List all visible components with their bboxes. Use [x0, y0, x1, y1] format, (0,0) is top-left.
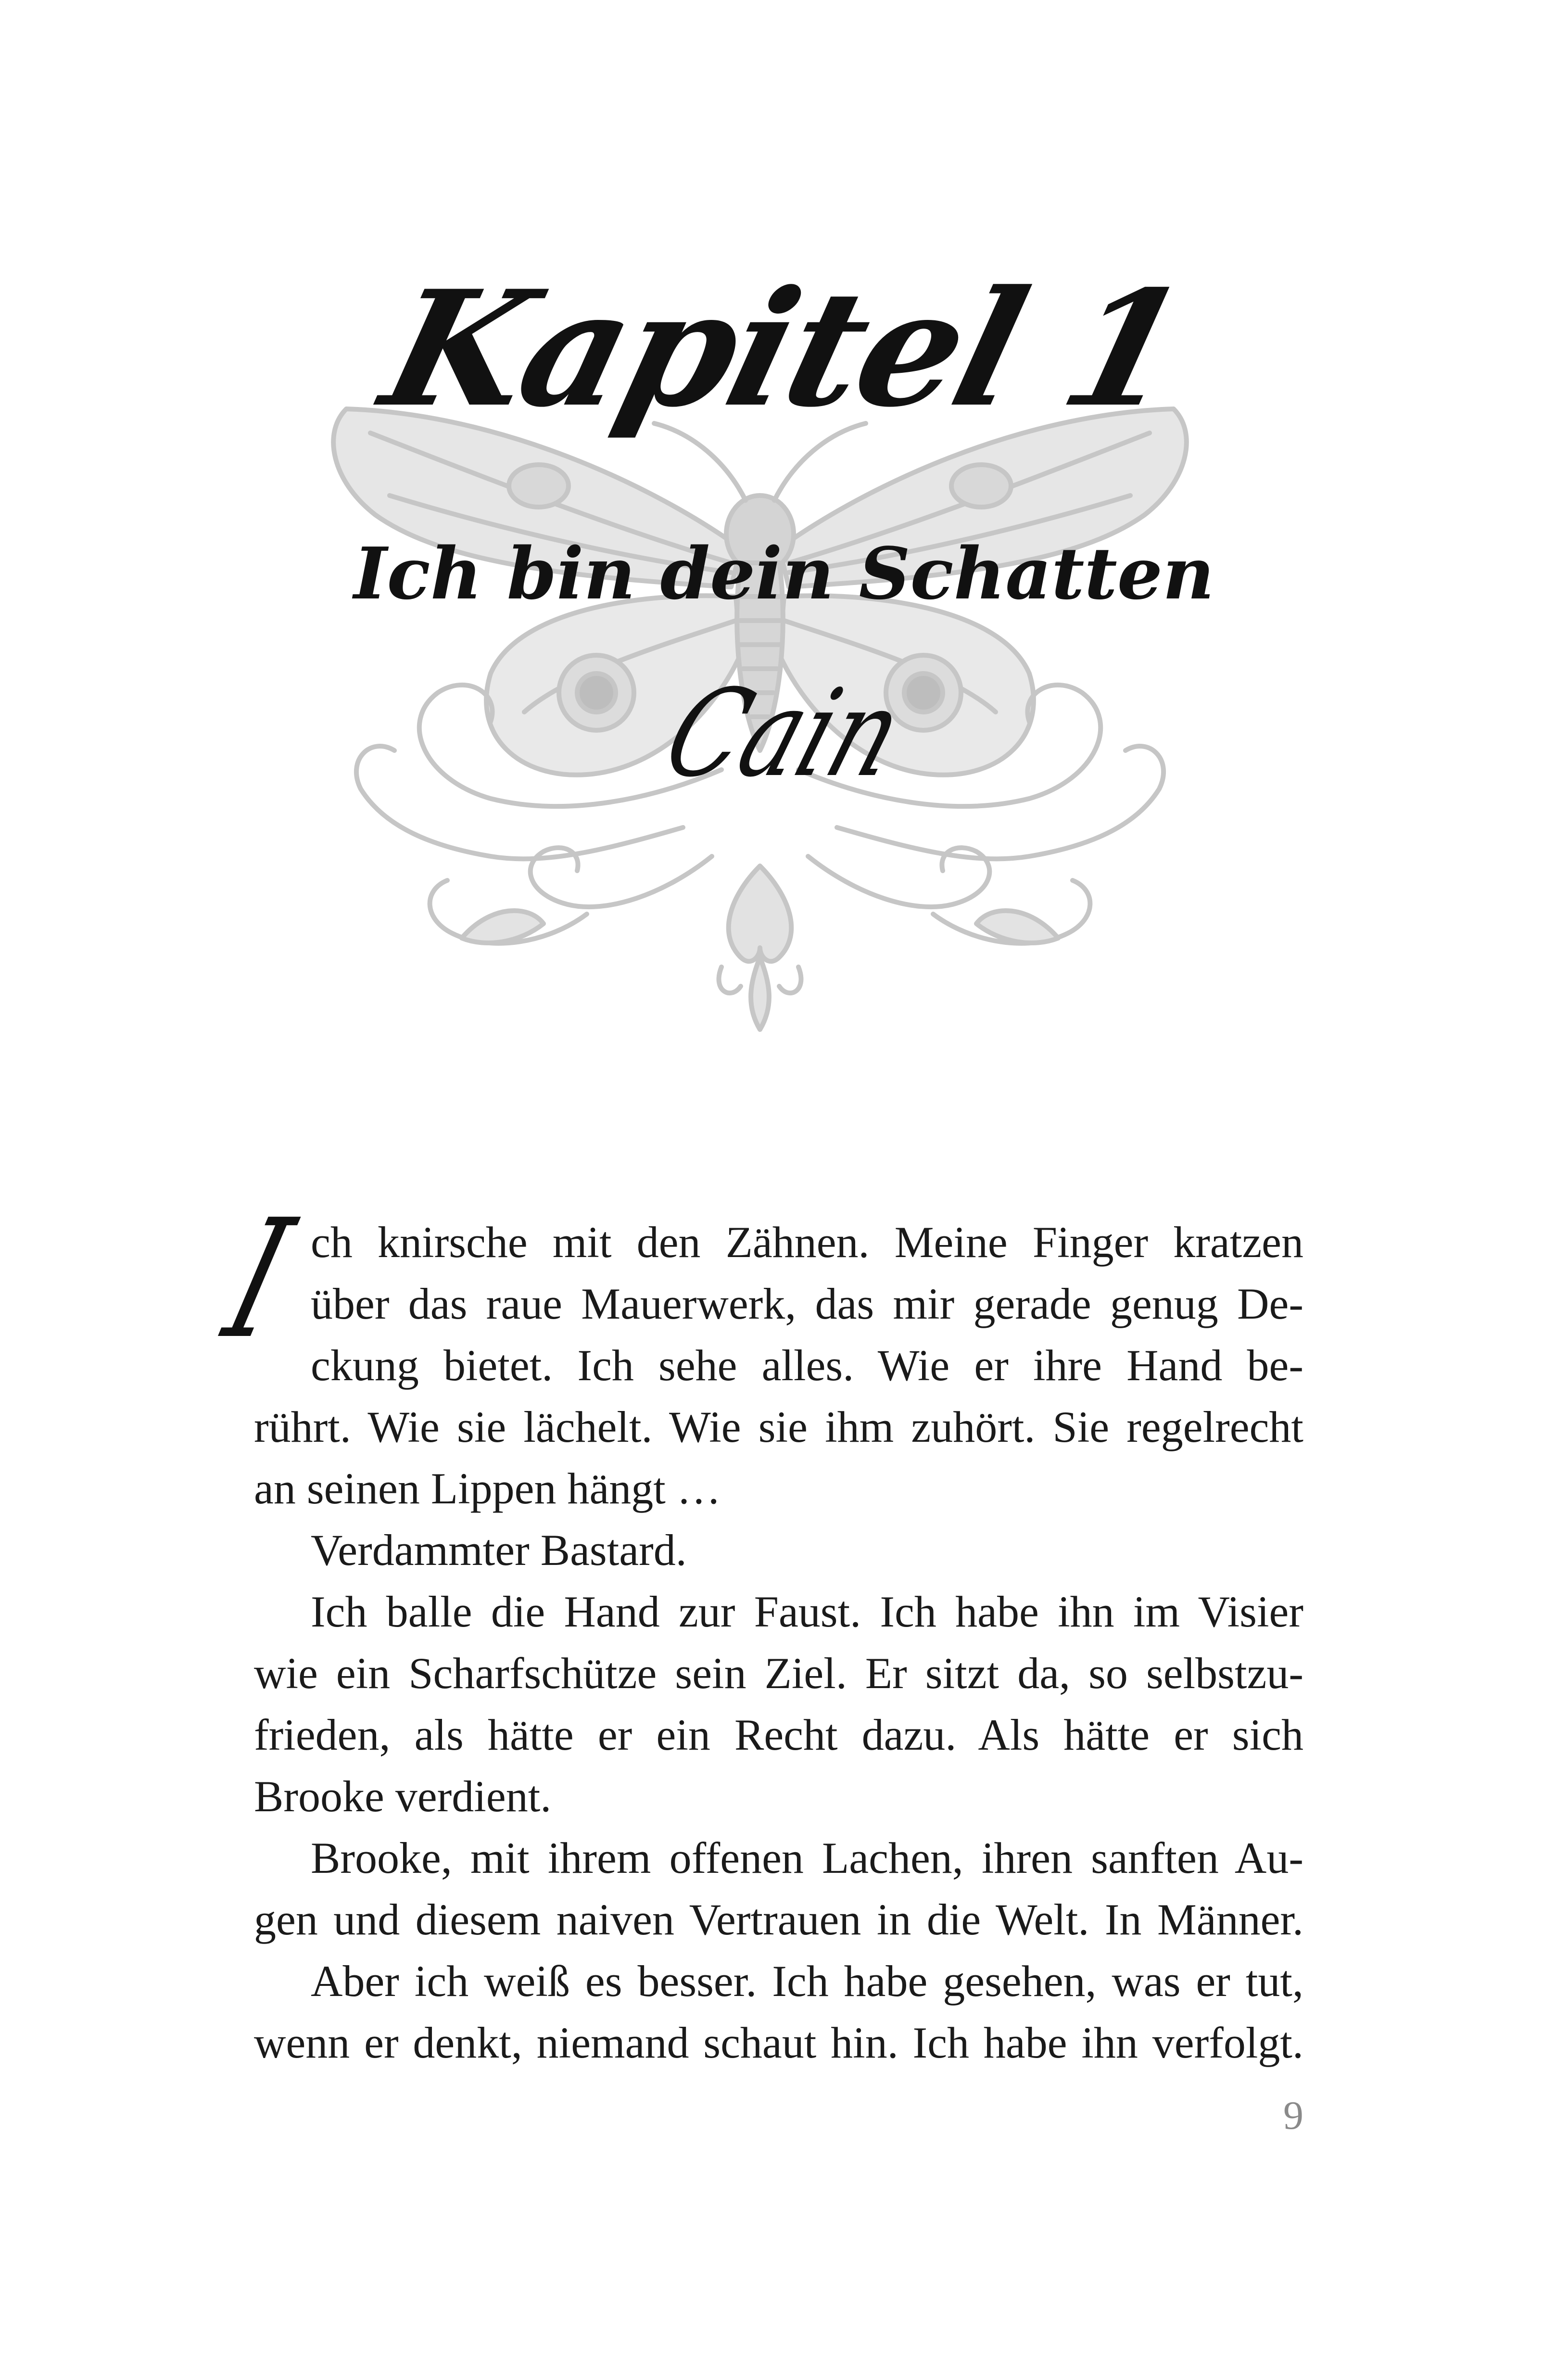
text-line: an seinen Lippen hängt … — [254, 1464, 721, 1513]
text-line: gen und diesem naiven Vertrauen in die Welt. In Männer. — [254, 1895, 1303, 1944]
text-line: Brooke, mit ihrem offenen Lachen, ihren sanften Au- — [311, 1833, 1303, 1882]
text-line: rührt. Wie sie lächelt. Wie sie ihm zuhört. Sie regelrecht — [254, 1402, 1303, 1451]
drop-cap: I — [208, 1184, 308, 1375]
chapter-number-heading: Kapitel 1 — [367, 255, 1201, 442]
pov-character-name: Cain — [649, 663, 919, 803]
text-line: ch knirsche mit den Zähnen. Meine Finger kratzen — [311, 1218, 1303, 1267]
text-line: über das raue Mauerwerk, das mir gerade genug De- — [311, 1279, 1303, 1328]
chapter-body-text — [254, 1211, 1303, 2073]
page-number: 9 — [1283, 2093, 1303, 2138]
text-line: wenn er denkt, niemand schaut hin. Ich habe ihn verfolgt. — [254, 2018, 1303, 2067]
chapter-title: Ich bin dein Schatten — [354, 532, 1214, 615]
text-line: frieden, als hätte er ein Recht dazu. Als hätte er sich — [254, 1710, 1303, 1759]
text-line: Verdammter Bastard. — [311, 1525, 687, 1575]
text-line: Ich balle die Hand zur Faust. Ich habe ihn im Visier — [311, 1587, 1303, 1636]
text-line: Brooke verdient. — [254, 1772, 552, 1821]
text-line: wie ein Scharfschütze sein Ziel. Er sitzt da, so selbstzu- — [254, 1649, 1303, 1698]
text-line: Aber ich weiß es besser. Ich habe gesehen, was er tut, — [311, 1957, 1303, 2006]
text-line: ckung bietet. Ich sehe alles. Wie er ihre Hand be- — [311, 1341, 1303, 1390]
